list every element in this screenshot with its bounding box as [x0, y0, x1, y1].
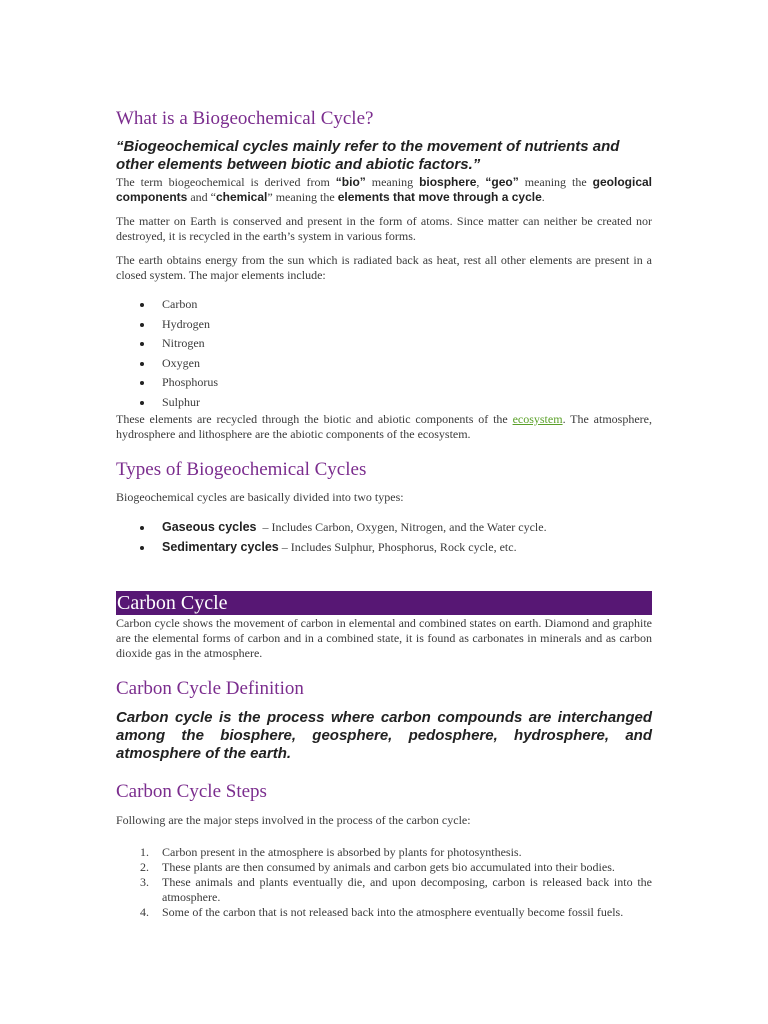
bullet-icon: [140, 323, 144, 327]
list-item: [116, 875, 652, 905]
definition-quote: “Biogeochemical cycles mainly refer to the movement of nutrients and other elements between biotic and abiotic factors.”: [116, 138, 620, 173]
text-segment: The term biogeochemical is derived from: [116, 175, 336, 189]
bold-geological: geological components: [116, 175, 653, 204]
document-content: [116, 108, 652, 920]
step-number: 1.: [140, 845, 149, 859]
list-item: [116, 295, 652, 315]
bold-chemical: chemical: [216, 190, 268, 204]
list-item: [116, 518, 652, 538]
step-number: 3.: [140, 875, 149, 889]
list-item: [116, 905, 652, 920]
text-segment: ,: [476, 175, 486, 189]
heading-carbon-steps: Carbon Cycle Steps: [116, 781, 267, 802]
list-item-label: Nitrogen: [162, 336, 205, 350]
ecosystem-link[interactable]: ecosystem: [512, 412, 563, 426]
list-item: [116, 860, 652, 875]
list-item-label: Oxygen: [162, 355, 200, 370]
step-number: 4.: [140, 905, 149, 919]
paragraph-term-origin: [116, 175, 652, 205]
paragraph-recycled: [116, 412, 652, 442]
list-item: [116, 845, 652, 860]
type-name: Sedimentary cycles: [162, 539, 279, 554]
text-segment: meaning: [365, 175, 420, 189]
list-item: [116, 393, 652, 413]
step-text: Some of the carbon that is not released back into the atmosphere eventually become fossil fuels.: [162, 905, 624, 919]
step-text: These animals and plants eventually die, and upon decomposing, carbon is released back into the atmosphere.: [162, 875, 652, 904]
carbon-cycle-banner: Carbon Cycle: [116, 591, 652, 615]
bullet-icon: [140, 342, 144, 346]
bold-geo: “geo”: [485, 175, 519, 189]
list-item: [116, 538, 652, 558]
heading-carbon-definition: Carbon Cycle Definition: [116, 678, 304, 699]
paragraph-matter: The matter on Earth is conserved and present in the form of atoms. Since matter can neither be created nor destroyed, it is recycled in the earth’s system in various forms.: [116, 214, 652, 243]
type-desc: – Includes Sulphur, Phosphorus, Rock cycle, etc.: [278, 539, 517, 554]
step-number: 2.: [140, 860, 149, 874]
cycle-types-list: [116, 518, 652, 557]
step-text: Carbon present in the atmosphere is absorbed by plants for photosynthesis.: [162, 845, 522, 859]
elements-list: [116, 295, 652, 412]
paragraph-types-intro: Biogeochemical cycles are basically divided into two types:: [116, 490, 404, 504]
step-text: These plants are then consumed by animals and carbon gets bio accumulated into their bodies.: [162, 860, 615, 874]
paragraph-steps-intro: Following are the major steps involved in the process of the carbon cycle:: [116, 813, 471, 827]
text-segment: ” meaning the: [267, 190, 338, 204]
bullet-icon: [140, 381, 144, 385]
list-item-label: Hydrogen: [162, 316, 210, 331]
text-segment: These elements are recycled through the biotic and abiotic components of the: [116, 412, 513, 426]
heading-types: Types of Biogeochemical Cycles: [116, 459, 367, 480]
paragraph-energy: The earth obtains energy from the sun which is radiated back as heat, rest all other elements are present in a closed system. The major elements include:: [116, 253, 652, 282]
list-item: [116, 334, 652, 354]
bold-elements: elements that move through a cycle: [337, 190, 542, 204]
list-item-label: Sulphur: [162, 394, 201, 409]
type-desc: – Includes Carbon, Oxygen, Nitrogen, and the Water cycle.: [256, 520, 547, 534]
text-segment: meaning the: [518, 175, 593, 189]
list-item-label: Carbon: [162, 297, 198, 311]
bullet-icon: [140, 526, 144, 530]
bold-biosphere: biosphere: [419, 175, 477, 189]
bullet-icon: [140, 546, 144, 550]
list-item: [116, 373, 652, 393]
carbon-definition-text: Carbon cycle is the process where carbon compounds are interchanged among the biosphere, geosphere, pedosphere, hydrosphere, and atmosphere of the earth.: [116, 709, 652, 762]
bullet-icon: [140, 401, 144, 405]
bold-bio: “bio”: [335, 175, 366, 189]
type-name: Gaseous cycles: [162, 520, 257, 534]
text-segment: . The atmosphere, hydrosphere and lithosphere are the abiotic components of the ecosystem.: [116, 412, 652, 441]
text-segment: and “: [187, 190, 216, 204]
list-item-label: Phosphorus: [162, 375, 219, 389]
paragraph-carbon-intro: Carbon cycle shows the movement of carbon in elemental and combined states on earth. Diamond and graphite are the elemental forms of carbon and in a combined state, it is found as carbonates in minerals and as carbon dioxide gas in the atmosphere.: [116, 616, 652, 660]
list-item: [116, 315, 652, 335]
bullet-icon: [140, 362, 144, 366]
bullet-icon: [140, 303, 144, 307]
carbon-steps-list: [116, 845, 652, 920]
list-item: [116, 354, 652, 374]
heading-what-is-cycle: What is a Biogeochemical Cycle?: [116, 108, 374, 129]
text-segment: .: [541, 190, 545, 204]
